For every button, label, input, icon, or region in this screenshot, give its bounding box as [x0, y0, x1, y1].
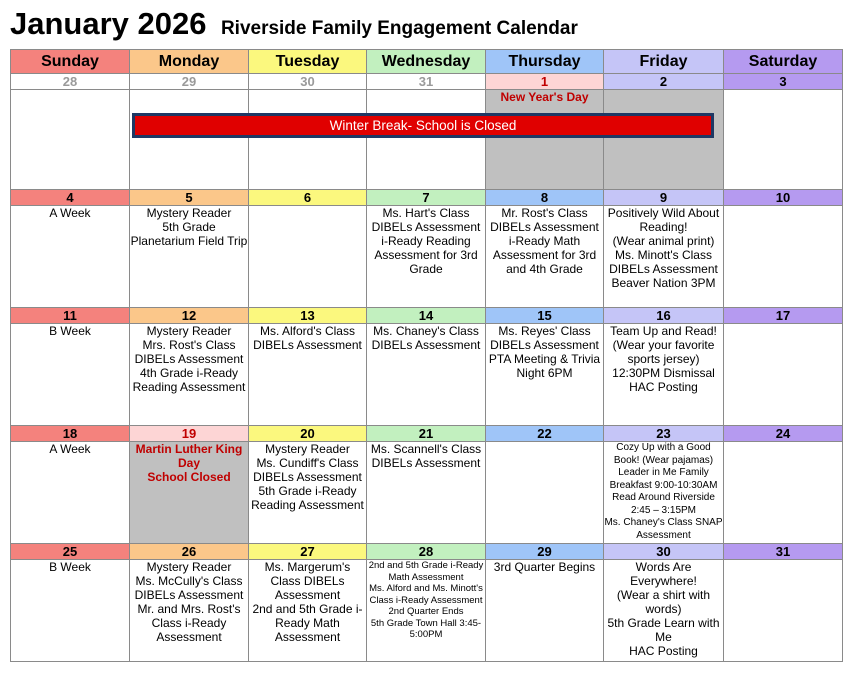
- event-text: Ms. Chaney's Class SNAP Assessment: [604, 517, 723, 541]
- event-text: Leader in Me Family Breakfast 9:00-10:30AM: [609, 467, 718, 491]
- date-number: 21: [367, 426, 486, 442]
- day-cell: [11, 206, 130, 308]
- calendar-subtitle: Riverside Family Engagement Calendar: [220, 18, 578, 39]
- date-number: 22: [486, 426, 604, 442]
- date-number: 19: [130, 426, 249, 442]
- date-number: 28: [11, 74, 130, 90]
- day-cell: [367, 206, 486, 308]
- date-number: 23: [604, 426, 724, 442]
- day-cell: [604, 206, 724, 308]
- calendar-title: [10, 6, 578, 42]
- event-row: [11, 206, 843, 308]
- event-text: Ms. Scannell's Class DIBELs Assessment: [370, 442, 482, 470]
- winter-break-banner: Winter Break- School is Closed: [132, 113, 714, 138]
- event-text: Mrs. Rost's Class DIBELs Assessment: [134, 338, 244, 366]
- date-number: 15: [486, 308, 604, 324]
- event-text: 12:30PM Dismissal: [612, 366, 715, 380]
- day-cell: [486, 206, 604, 308]
- event-row: [11, 324, 843, 426]
- date-number: 29: [486, 544, 604, 560]
- day-cell: [130, 324, 249, 426]
- event-text: Ms. Chaney's Class DIBELs Assessment: [371, 324, 481, 352]
- month-year: January 2026: [10, 6, 207, 41]
- event-text: Ms. Margerum's Class DIBELs Assessment: [264, 560, 351, 602]
- day-cell: [724, 442, 843, 544]
- day-cell: [486, 324, 604, 426]
- date-number: 13: [249, 308, 367, 324]
- date-number: 31: [724, 544, 843, 560]
- day-cell: [367, 560, 486, 662]
- date-row: [11, 190, 843, 206]
- date-number: 7: [367, 190, 486, 206]
- date-row: [11, 74, 843, 90]
- date-number: 28: [367, 544, 486, 560]
- day-cell: [11, 90, 130, 190]
- event-text: Ms. Reyes' Class DIBELs Assessment: [490, 324, 599, 352]
- event-text: Mystery Reader: [146, 324, 232, 338]
- date-number: 9: [604, 190, 724, 206]
- event-text: School Closed: [147, 470, 231, 484]
- event-text: Team Up and Read!: [610, 324, 717, 338]
- event-text: 5th Grade Planetarium Field Trip: [130, 220, 248, 248]
- date-number: 4: [11, 190, 130, 206]
- event-text: Ms. Alford's Class DIBELs Assessment: [253, 324, 362, 352]
- event-row: [11, 90, 843, 190]
- event-text: B Week: [49, 324, 91, 338]
- event-text: Ms. Hart's Class DIBELs Assessment: [371, 206, 481, 234]
- event-text: 5th Grade Town Hall 3:45-5:00PM: [370, 617, 482, 640]
- date-number: 3: [724, 74, 843, 90]
- date-number: 2: [604, 74, 724, 90]
- event-text: 2nd and 5th Grade i-Ready Math Assessment: [368, 560, 484, 583]
- date-number: 30: [604, 544, 724, 560]
- event-row: [11, 560, 843, 662]
- event-text: Ms. Cundiff's Class DIBELs Assessment: [253, 456, 362, 484]
- calendar-grid: [10, 49, 843, 662]
- event-text: A Week: [49, 206, 91, 220]
- date-number: 26: [130, 544, 249, 560]
- date-number: 16: [604, 308, 724, 324]
- event-text: Martin Luther King Day: [135, 442, 243, 470]
- date-number: 20: [249, 426, 367, 442]
- date-number: 8: [486, 190, 604, 206]
- day-cell: [724, 206, 843, 308]
- date-number: 17: [724, 308, 843, 324]
- day-cell: [130, 90, 249, 190]
- day-cell: [367, 442, 486, 544]
- day-cell: [130, 206, 249, 308]
- weekday-saturday: Saturday: [724, 50, 843, 74]
- event-text: (Wear a shirt with words): [616, 588, 711, 616]
- date-row: [11, 308, 843, 324]
- date-row: [11, 426, 843, 442]
- event-text: Ms. Alford and Ms. Minott's Class i-Ready Assessment: [369, 583, 483, 606]
- day-cell: [724, 324, 843, 426]
- event-text: New Year's Day: [500, 90, 589, 104]
- date-number: 14: [367, 308, 486, 324]
- date-number: 6: [249, 190, 367, 206]
- event-text: A Week: [49, 442, 91, 456]
- day-cell: [249, 324, 367, 426]
- event-text: Words Are Everywhere!: [630, 560, 697, 588]
- day-cell: [604, 560, 724, 662]
- date-number: 25: [11, 544, 130, 560]
- event-text: HAC Posting: [629, 644, 698, 658]
- day-cell: [249, 206, 367, 308]
- weekday-wednesday: Wednesday: [367, 50, 486, 74]
- day-cell: [604, 442, 724, 544]
- event-text: Mr. and Mrs. Rost's Class i-Ready Assessment: [137, 602, 241, 644]
- event-text: (Wear your favorite sports jersey): [612, 338, 715, 366]
- day-cell: [130, 560, 249, 662]
- day-cell: [11, 324, 130, 426]
- day-cell: [11, 560, 130, 662]
- event-text: 2nd and 5th Grade i-Ready Math Assessment: [252, 602, 363, 644]
- day-cell: [604, 90, 724, 190]
- date-number: 18: [11, 426, 130, 442]
- event-text: 4th Grade i-Ready Reading Assessment: [132, 366, 246, 394]
- day-cell: [249, 90, 367, 190]
- event-text: Read Around Riverside 2:45 – 3:15PM: [612, 492, 715, 516]
- date-number: 29: [130, 74, 249, 90]
- day-cell: [11, 442, 130, 544]
- event-text: Positively Wild About Reading!: [607, 206, 720, 234]
- weekday-sunday: Sunday: [11, 50, 130, 74]
- weekday-thursday: Thursday: [486, 50, 604, 74]
- date-number: 11: [11, 308, 130, 324]
- event-text: Mr. Rost's Class DIBELs Assessment: [490, 206, 599, 234]
- event-text: i-Ready Reading Assessment for 3rd Grade: [374, 234, 478, 276]
- event-text: Mystery Reader: [146, 206, 232, 220]
- day-cell: [486, 442, 604, 544]
- weekday-tuesday: Tuesday: [249, 50, 367, 74]
- date-number: 10: [724, 190, 843, 206]
- event-text: HAC Posting: [629, 380, 698, 394]
- weekday-monday: Monday: [130, 50, 249, 74]
- day-cell: [249, 560, 367, 662]
- event-text: Mystery Reader: [265, 442, 350, 456]
- event-text: 3rd Quarter Begins: [493, 560, 596, 574]
- date-row: [11, 544, 843, 560]
- date-number: 1: [486, 74, 604, 90]
- event-text: (Wear animal print): [612, 234, 715, 248]
- day-cell: [486, 560, 604, 662]
- date-number: 27: [249, 544, 367, 560]
- date-number: 31: [367, 74, 486, 90]
- day-cell: [367, 324, 486, 426]
- day-cell: [367, 90, 486, 190]
- day-cell: [130, 442, 249, 544]
- event-text: Ms. Minott's Class DIBELs Assessment: [609, 248, 718, 276]
- event-text: 2nd Quarter Ends: [388, 606, 464, 617]
- day-cell: [249, 442, 367, 544]
- weekday-friday: Friday: [604, 50, 724, 74]
- date-number: 24: [724, 426, 843, 442]
- day-cell: [724, 90, 843, 190]
- event-text: Beaver Nation 3PM: [611, 276, 716, 290]
- day-cell: [604, 324, 724, 426]
- event-text: 5th Grade i-Ready Reading Assessment: [251, 484, 364, 512]
- event-text: Mystery Reader: [146, 560, 232, 574]
- date-number: 5: [130, 190, 249, 206]
- event-row: [11, 442, 843, 544]
- event-text: Ms. McCully's Class DIBELs Assessment: [134, 574, 244, 602]
- event-text: Cozy Up with a Good Book! (Wear pajamas): [613, 442, 714, 466]
- day-cell: [486, 90, 604, 190]
- event-text: 5th Grade Learn with Me: [607, 616, 720, 644]
- date-number: 30: [249, 74, 367, 90]
- event-text: PTA Meeting & Trivia Night 6PM: [488, 352, 601, 380]
- event-text: B Week: [49, 560, 91, 574]
- day-cell: [724, 560, 843, 662]
- weekday-header-row: [11, 50, 843, 74]
- event-text: i-Ready Math Assessment for 3rd and 4th Grade: [492, 234, 597, 276]
- date-number: 12: [130, 308, 249, 324]
